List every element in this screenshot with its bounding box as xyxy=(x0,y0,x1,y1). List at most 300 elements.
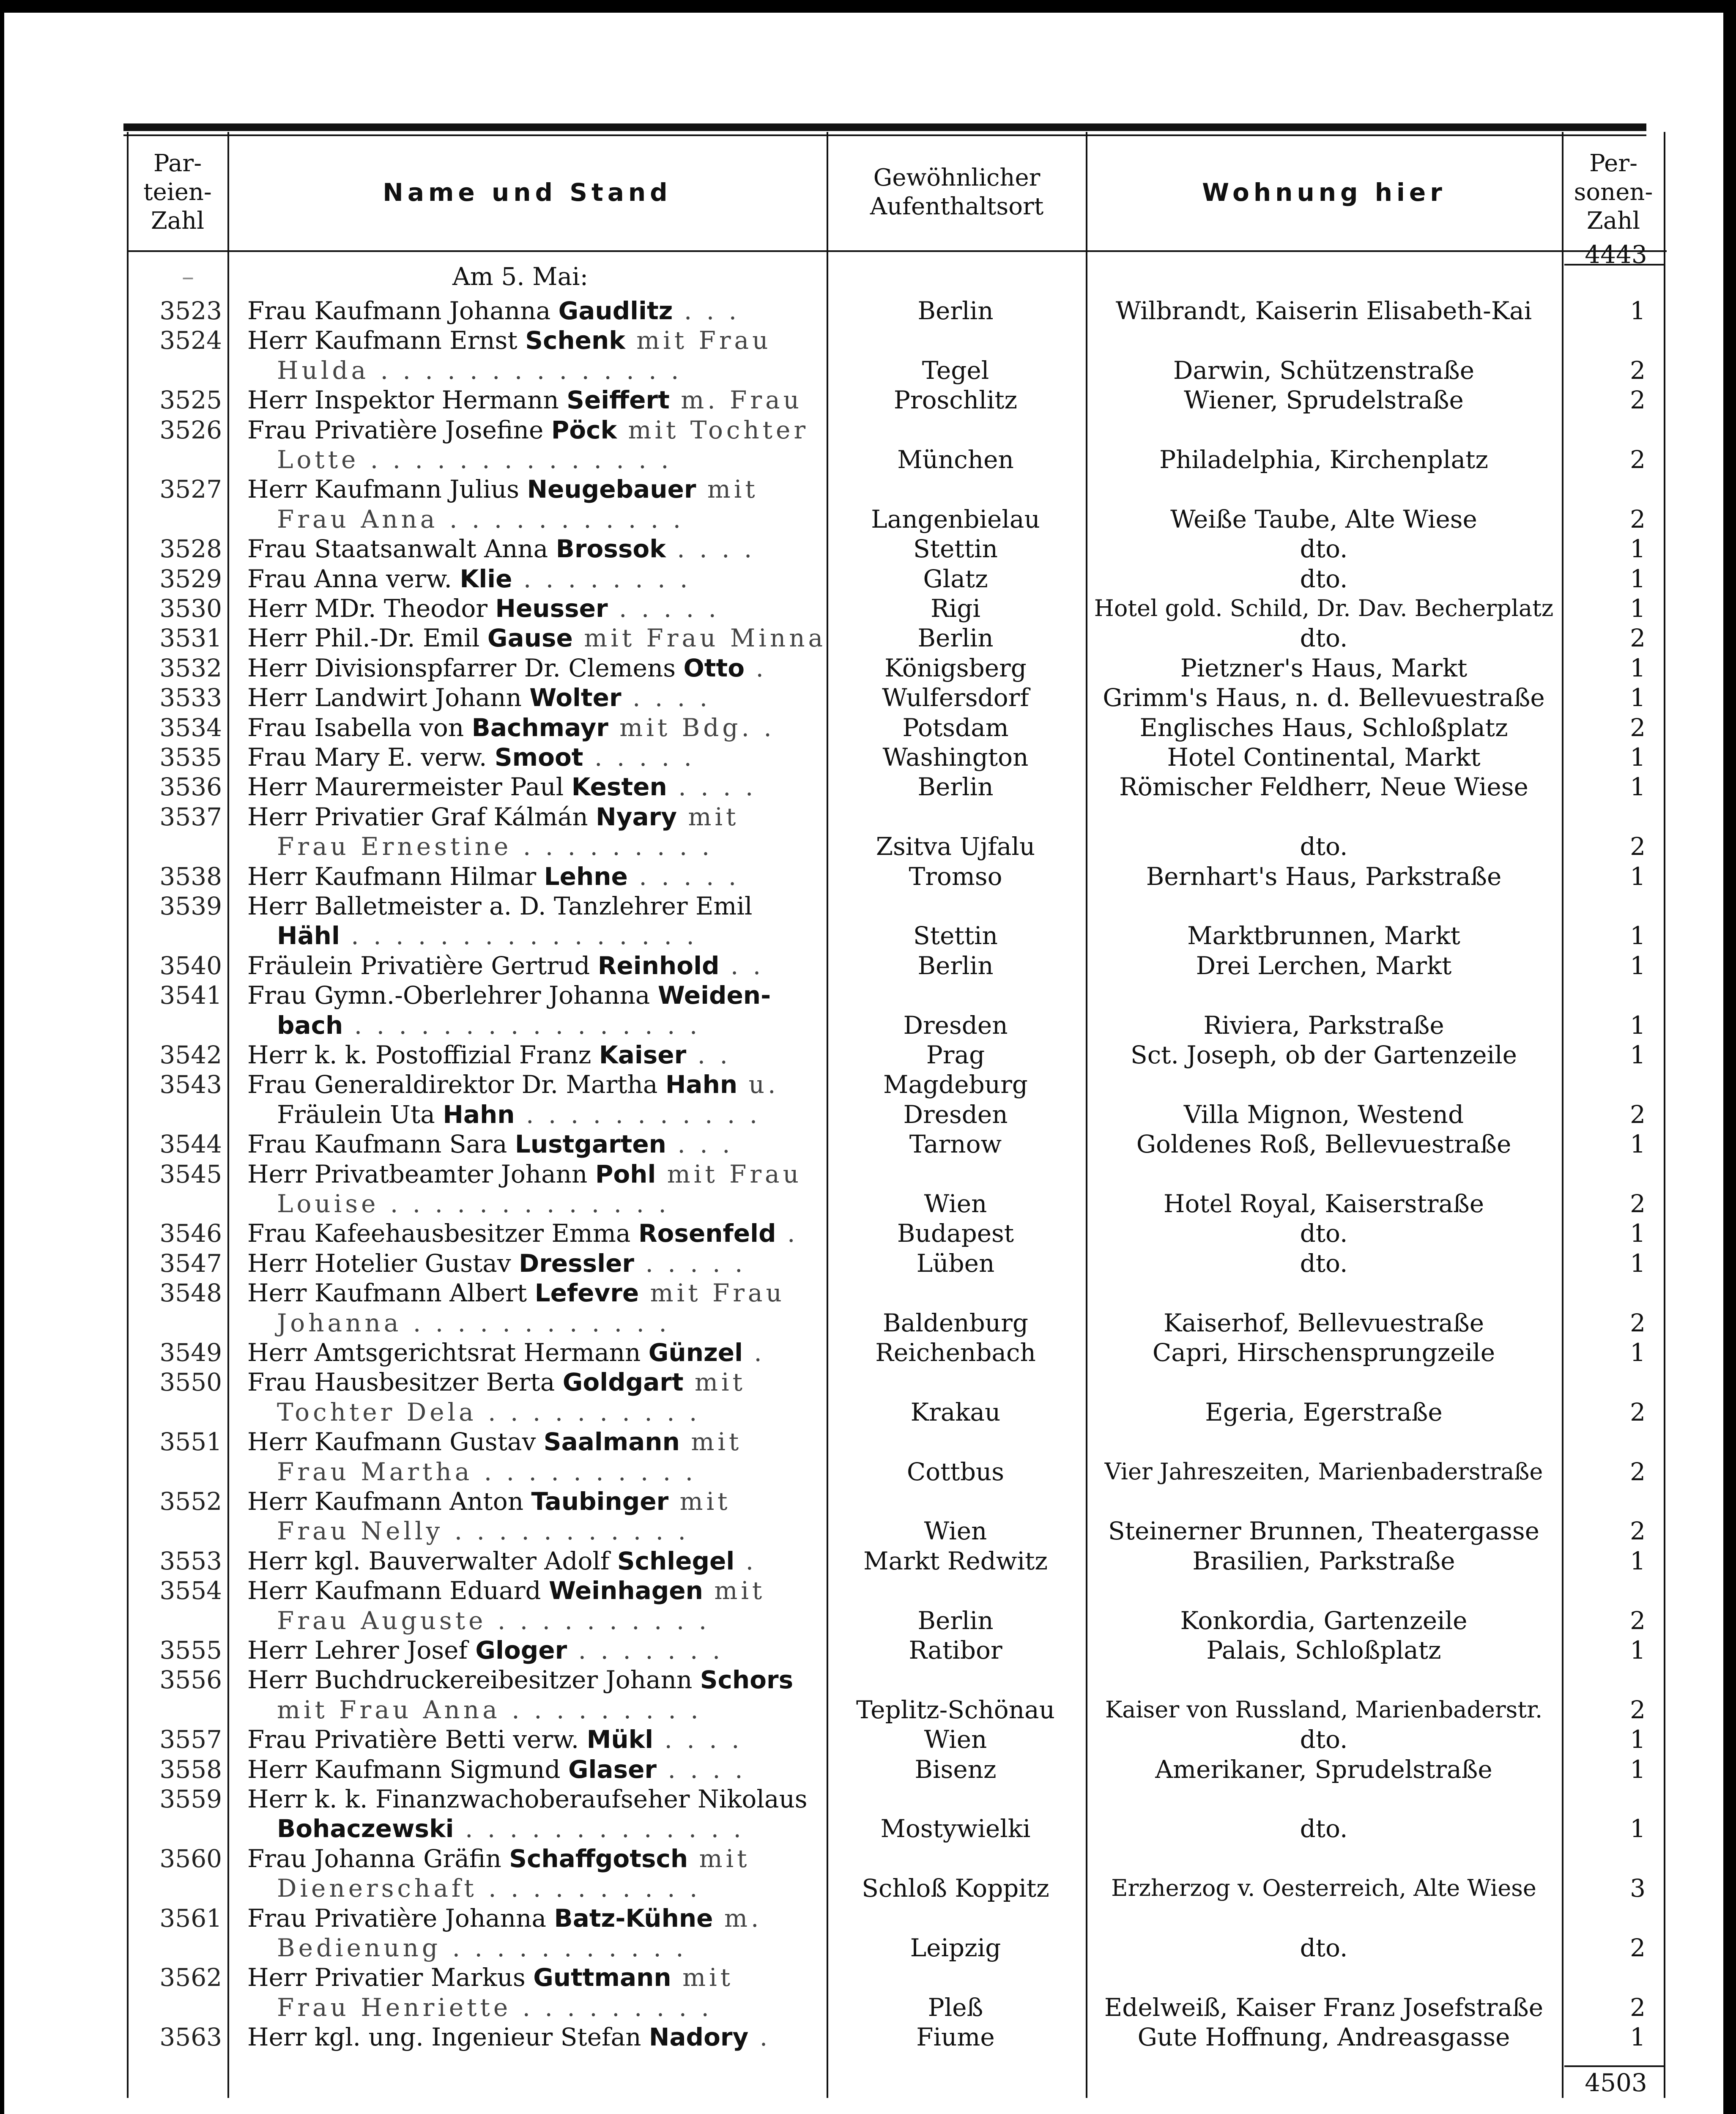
table-row-continuation xyxy=(0,1516,1736,1546)
table-row xyxy=(0,1070,1736,1099)
table-row xyxy=(0,713,1736,742)
surname: Bohaczewski xyxy=(277,1814,454,1843)
person-count: 1 xyxy=(1630,683,1646,712)
name-prefix: Frau Mary E. verw. xyxy=(247,743,495,772)
party-number: 3523 xyxy=(159,296,222,325)
table-row-continuation xyxy=(0,1873,1736,1903)
local-address: dto. xyxy=(1300,534,1348,564)
usual-residence: Stettin xyxy=(913,534,998,564)
usual-residence: Mostywielki xyxy=(880,1814,1031,1843)
local-address: Riviera, Parkstraße xyxy=(1203,1010,1444,1040)
name-prefix: Herr Amtsgerichtsrat Hermann xyxy=(247,1338,649,1367)
person-count: 2 xyxy=(1630,1695,1646,1724)
name-and-status xyxy=(247,951,814,980)
name-and-status xyxy=(247,2022,814,2052)
name-continuation-text: Dienerschaft . . . . . . . . . . xyxy=(277,1874,701,1903)
name-continuation xyxy=(277,1933,843,1963)
local-address: Erzherzog v. Oesterreich, Alte Wiese xyxy=(1111,1875,1536,1902)
local-address: Kaiserhof, Bellevuestraße xyxy=(1163,1308,1484,1337)
name-suffix: mit xyxy=(671,1963,734,1992)
party-number: 3555 xyxy=(159,1636,222,1665)
table-row-continuation xyxy=(0,921,1736,950)
name-continuation xyxy=(277,921,843,950)
name-and-status xyxy=(247,1665,814,1695)
party-number: 3538 xyxy=(159,862,222,891)
name-suffix: mit xyxy=(668,1487,731,1516)
table-row xyxy=(0,742,1736,772)
name-and-status xyxy=(247,564,814,594)
name-prefix: Herr Phil.-Dr. Emil xyxy=(247,624,487,653)
name-and-status xyxy=(247,1576,814,1605)
name-continuation-text: Tochter Dela . . . . . . . . . . xyxy=(277,1397,701,1427)
surname: Rosenfeld xyxy=(638,1219,776,1248)
party-number: 3551 xyxy=(159,1427,222,1457)
name-prefix: Frau Isabella von xyxy=(247,713,472,742)
usual-residence: Baldenburg xyxy=(883,1308,1028,1337)
usual-residence: Potsdam xyxy=(902,713,1009,742)
surname: Lehne xyxy=(544,862,628,891)
table-row xyxy=(0,1278,1736,1308)
table-top-rule xyxy=(123,123,1646,131)
local-address: dto. xyxy=(1300,1725,1348,1754)
person-count: 1 xyxy=(1630,1338,1646,1367)
name-and-status xyxy=(247,1040,814,1070)
table-row-continuation xyxy=(0,356,1736,385)
name-and-status xyxy=(247,1844,814,1873)
party-number: 3550 xyxy=(159,1368,222,1397)
surname: Mükl xyxy=(586,1725,654,1754)
party-number: 3548 xyxy=(159,1279,222,1308)
surname: Weiden- xyxy=(657,981,771,1010)
person-count: 1 xyxy=(1630,1010,1646,1040)
name-and-status xyxy=(247,1903,814,1933)
name-continuation xyxy=(277,1873,843,1903)
table-row xyxy=(0,1129,1736,1159)
person-count: 2 xyxy=(1630,1189,1646,1218)
local-address: Konkordia, Gartenzeile xyxy=(1180,1606,1468,1635)
name-suffix: . . . . xyxy=(621,683,711,712)
name-continuation xyxy=(277,1308,843,1338)
usual-residence: Krakau xyxy=(910,1397,1001,1427)
usual-residence: Stettin xyxy=(913,921,998,950)
name-continuation-text: Frau Martha . . . . . . . . . . xyxy=(277,1457,697,1486)
name-suffix: mit Tochter xyxy=(617,415,809,444)
person-count: 1 xyxy=(1630,564,1646,593)
name-prefix: Frau Kaufmann Sara xyxy=(247,1130,515,1159)
usual-residence: Glatz xyxy=(923,564,988,593)
local-address: Römischer Feldherr, Neue Wiese xyxy=(1119,772,1528,802)
local-address: Marktbrunnen, Markt xyxy=(1187,921,1460,950)
name-and-status xyxy=(247,1278,814,1308)
party-number: 3561 xyxy=(159,1903,222,1933)
name-and-status xyxy=(277,1100,843,1129)
header-party-number: Par- teien- Zahl xyxy=(143,150,212,235)
usual-residence: Tegel xyxy=(922,356,989,385)
person-count: 1 xyxy=(1630,1755,1646,1784)
name-continuation-text: Frau Anna . . . . . . . . . . . xyxy=(277,504,685,534)
name-suffix: mit xyxy=(679,1427,742,1457)
name-suffix: . . . . xyxy=(657,1755,746,1784)
name-continuation-text: Frau Henriette . . . . . . . . . xyxy=(277,1993,712,2022)
usual-residence: Teplitz-Schönau xyxy=(856,1695,1055,1724)
table-row-continuation xyxy=(0,1010,1736,1040)
header-bottom-rule xyxy=(128,250,1667,252)
person-count: 1 xyxy=(1630,1636,1646,1665)
person-count: 1 xyxy=(1630,2023,1646,2052)
party-number: 3554 xyxy=(159,1576,222,1605)
name-and-status xyxy=(247,415,814,445)
person-count: 1 xyxy=(1630,1041,1646,1069)
local-address: Grimm's Haus, n. d. Bellevuestraße xyxy=(1103,683,1545,712)
table-row xyxy=(0,683,1736,712)
name-and-status xyxy=(247,1338,814,1367)
usual-residence: Tarnow xyxy=(909,1130,1002,1159)
surname: Seiffert xyxy=(567,386,670,415)
party-number: 3543 xyxy=(159,1070,222,1099)
name-continuation xyxy=(277,1010,843,1040)
local-address: Edelweiß, Kaiser Franz Josefstraße xyxy=(1104,1993,1544,2022)
surname: Lefevre xyxy=(534,1279,639,1308)
table-row xyxy=(0,474,1736,504)
name-continuation xyxy=(277,1993,843,2022)
party-number: 3556 xyxy=(159,1665,222,1695)
name-suffix: . . . . . . . . . . . xyxy=(515,1100,761,1129)
name-continuation xyxy=(277,1516,843,1546)
table-row xyxy=(0,891,1736,921)
name-prefix: Fräulein Privatière Gertrud xyxy=(247,951,598,980)
surname: Bachmayr xyxy=(471,713,608,742)
usual-residence: Berlin xyxy=(917,772,994,802)
name-suffix: . . . . . xyxy=(583,743,695,772)
table-row-continuation xyxy=(0,832,1736,861)
name-prefix: Herr Kaufmann Hilmar xyxy=(247,862,544,891)
table-row xyxy=(0,1844,1736,1873)
party-number: 3537 xyxy=(159,802,222,831)
surname: Hahn xyxy=(443,1100,515,1129)
table-row xyxy=(0,1725,1736,1754)
name-and-status xyxy=(247,1963,814,1992)
party-number: 3531 xyxy=(159,624,222,653)
table-row xyxy=(0,1755,1736,1784)
name-prefix: Frau Kaufmann Johanna xyxy=(247,296,559,325)
name-and-status xyxy=(247,862,814,891)
local-address: Goldenes Roß, Bellevuestraße xyxy=(1136,1130,1511,1159)
person-count: 2 xyxy=(1630,1457,1646,1486)
surname: Schlegel xyxy=(617,1546,735,1575)
surname: Gaudlitz xyxy=(558,296,673,325)
table-row xyxy=(0,1635,1736,1665)
usual-residence: Dresden xyxy=(903,1010,1008,1040)
name-suffix: m. xyxy=(713,1903,762,1933)
name-prefix: Frau Johanna Gräfin xyxy=(247,1844,509,1873)
header-usual-residence: Gewöhnlicher Aufenthaltsort xyxy=(870,164,1044,220)
name-and-status xyxy=(247,474,814,504)
name-prefix: Frau Privatière Betti verw. xyxy=(247,1725,587,1754)
party-number: 3536 xyxy=(159,772,222,802)
person-count: 2 xyxy=(1630,1993,1646,2022)
party-number: 3534 xyxy=(159,713,222,742)
surname: Weinhagen xyxy=(548,1576,703,1605)
name-suffix: mit Frau xyxy=(656,1159,802,1188)
table-row-continuation xyxy=(0,1993,1736,2022)
table-row xyxy=(0,1219,1736,1248)
person-count: 2 xyxy=(1630,624,1646,653)
surname: Goldgart xyxy=(562,1368,684,1397)
table-row xyxy=(0,1487,1736,1516)
name-suffix: . . . . . . . . xyxy=(512,564,691,593)
party-number: 3560 xyxy=(159,1844,222,1873)
party-number: 3559 xyxy=(159,1785,222,1813)
table-row xyxy=(0,1338,1736,1367)
name-prefix: Frau Anna verw. xyxy=(247,564,460,593)
usual-residence: Berlin xyxy=(917,951,994,980)
person-count: 1 xyxy=(1630,1546,1646,1575)
name-prefix: Herr Privatbeamter Johann xyxy=(247,1159,595,1188)
name-prefix: Herr Divisionspfarrer Dr. Clemens xyxy=(247,653,684,682)
name-and-status xyxy=(247,772,814,802)
usual-residence: Markt Redwitz xyxy=(863,1546,1048,1575)
party-number: 3542 xyxy=(159,1041,222,1069)
party-number: 3525 xyxy=(159,386,222,415)
name-and-status xyxy=(247,594,814,623)
name-and-status xyxy=(247,1070,814,1099)
name-suffix: . . . . . . . xyxy=(567,1636,724,1665)
person-count: 2 xyxy=(1630,1933,1646,1962)
name-prefix: Frau Kafeehausbesitzer Emma xyxy=(247,1219,638,1248)
usual-residence: Berlin xyxy=(917,296,994,325)
header-person-count: Per- sonen- Zahl xyxy=(1574,150,1653,235)
person-count: 1 xyxy=(1630,1130,1646,1159)
name-and-status xyxy=(247,1725,814,1754)
local-address: dto. xyxy=(1300,624,1348,653)
name-and-status xyxy=(247,623,827,653)
local-address: Wilbrandt, Kaiserin Elisabeth-Kai xyxy=(1115,296,1532,325)
surname: Reinhold xyxy=(597,951,720,980)
party-number: 3530 xyxy=(159,594,222,623)
surname: Taubinger xyxy=(531,1487,669,1516)
person-count: 1 xyxy=(1630,534,1646,564)
party-number: 3552 xyxy=(159,1487,222,1516)
usual-residence: Langenbielau xyxy=(871,504,1040,534)
surname: Neugebauer xyxy=(527,475,696,504)
local-address: dto. xyxy=(1300,1814,1348,1843)
usual-residence: Fiume xyxy=(916,2023,995,2052)
name-prefix: Frau Gymn.-Oberlehrer Johanna xyxy=(247,981,658,1010)
person-count: 2 xyxy=(1630,832,1646,861)
name-suffix: . . . . xyxy=(653,1725,743,1754)
name-continuation xyxy=(277,832,843,861)
local-address: Steinerner Brunnen, Theatergasse xyxy=(1108,1517,1539,1546)
usual-residence: Proschlitz xyxy=(893,386,1018,415)
table-row xyxy=(0,2022,1736,2052)
table-row xyxy=(0,296,1736,326)
table-row xyxy=(0,594,1736,623)
name-continuation-text: . . . . . . . . . . . . . xyxy=(454,1814,745,1843)
name-prefix: Herr k. k. Finanzwachoberaufseher Nikolaus xyxy=(247,1785,808,1813)
party-number: 3562 xyxy=(159,1963,222,1992)
table-row-continuation xyxy=(0,1814,1736,1843)
name-suffix: mit Bdg. . xyxy=(608,713,775,742)
person-count: 1 xyxy=(1630,862,1646,891)
name-suffix: mit xyxy=(696,475,758,504)
name-prefix: Herr Kaufmann Eduard xyxy=(247,1576,549,1605)
surname: Gloger xyxy=(475,1636,567,1665)
usual-residence: Wien xyxy=(924,1189,987,1218)
person-count: 1 xyxy=(1630,921,1646,950)
local-address: Bernhart's Haus, Parkstraße xyxy=(1146,862,1502,891)
table-row xyxy=(0,980,1736,1010)
name-continuation xyxy=(277,1189,843,1219)
surname: Otto xyxy=(683,653,745,682)
usual-residence: München xyxy=(897,445,1014,474)
header-local-address: Wohnung hier xyxy=(1202,178,1446,207)
table-row xyxy=(0,1665,1736,1695)
name-suffix: . . . . xyxy=(665,534,756,564)
table-row xyxy=(0,862,1736,891)
usual-residence: Rigi xyxy=(931,594,980,623)
surname: Dressler xyxy=(519,1249,635,1278)
surname: Batz-Kühne xyxy=(554,1903,713,1933)
name-prefix: Herr Kaufmann Ernst xyxy=(247,326,526,355)
party-number: 3541 xyxy=(159,981,222,1010)
person-count: 1 xyxy=(1630,951,1646,980)
usual-residence: Reichenbach xyxy=(875,1338,1036,1367)
name-continuation-text: Hulda . . . . . . . . . . . . . . xyxy=(277,356,682,385)
table-row-continuation xyxy=(0,1606,1736,1635)
surname: Schaffgotsch xyxy=(509,1844,688,1873)
name-continuation xyxy=(277,445,843,474)
table-row xyxy=(0,1159,1736,1189)
name-continuation xyxy=(277,1606,843,1635)
table-row-continuation xyxy=(0,1397,1736,1427)
name-and-status xyxy=(247,891,814,921)
person-count: 2 xyxy=(1630,356,1646,385)
local-address: Vier Jahreszeiten, Marienbaderstraße xyxy=(1104,1458,1543,1485)
name-prefix: Herr Kaufmann Gustav xyxy=(247,1427,544,1457)
name-suffix: mit Frau Minna xyxy=(572,624,827,653)
name-prefix: Frau Staatsanwalt Anna xyxy=(247,534,556,564)
surname: Kesten xyxy=(571,772,667,802)
surname: Kaiser xyxy=(599,1041,687,1069)
person-count: 1 xyxy=(1630,743,1646,772)
name-prefix: Herr Privatier Markus xyxy=(247,1963,534,1992)
party-number: 3533 xyxy=(159,683,222,712)
person-count: 3 xyxy=(1630,1874,1646,1903)
usual-residence: Zsitva Ujfalu xyxy=(876,832,1035,861)
name-and-status xyxy=(247,1427,814,1457)
table-row xyxy=(0,1576,1736,1605)
page-total: 4503 xyxy=(1585,2068,1647,2097)
person-count: 2 xyxy=(1630,445,1646,474)
table-row-continuation xyxy=(0,1189,1736,1219)
name-prefix: Herr Lehrer Josef xyxy=(247,1636,476,1665)
name-prefix: Herr Balletmeister a. D. Tanzlehrer Emil xyxy=(247,892,753,920)
person-count: 2 xyxy=(1630,1517,1646,1546)
name-and-status xyxy=(247,296,814,326)
name-prefix: Herr Maurermeister Paul xyxy=(247,772,572,802)
person-count: 1 xyxy=(1630,653,1646,682)
party-number: 3545 xyxy=(159,1159,222,1188)
surname: Glaser xyxy=(568,1755,657,1784)
name-suffix: mit xyxy=(703,1576,766,1605)
usual-residence: Budapest xyxy=(897,1219,1014,1248)
name-and-status xyxy=(247,1219,814,1248)
surname: Smoot xyxy=(494,743,583,772)
table-row xyxy=(0,326,1736,355)
usual-residence: Dresden xyxy=(903,1100,1008,1129)
name-suffix: . . . . xyxy=(667,772,757,802)
name-continuation-text: Frau Auguste . . . . . . . . . . xyxy=(277,1606,710,1635)
usual-residence: Wien xyxy=(924,1725,987,1754)
name-continuation xyxy=(277,1695,843,1725)
party-number: 3529 xyxy=(159,564,222,593)
local-address: Villa Mignon, Westend xyxy=(1183,1100,1464,1129)
party-number: 3558 xyxy=(159,1755,222,1784)
table-row xyxy=(0,564,1736,594)
party-number: 3547 xyxy=(159,1249,222,1278)
party-number: 3557 xyxy=(159,1725,222,1754)
name-continuation-text: mit Frau Anna . . . . . . . . . xyxy=(277,1695,702,1724)
party-number: 3553 xyxy=(159,1546,222,1575)
surname: Pohl xyxy=(595,1159,656,1188)
name-continuation xyxy=(277,1397,843,1427)
usual-residence: Ratibor xyxy=(909,1636,1002,1665)
party-number: 3535 xyxy=(159,743,222,772)
name-suffix: . . xyxy=(719,951,764,980)
name-continuation-text: Lotte . . . . . . . . . . . . . . xyxy=(277,445,672,474)
usual-residence: Schloß Koppitz xyxy=(862,1874,1049,1903)
local-address: Hotel gold. Schild, Dr. Dav. Becherplatz xyxy=(1094,595,1554,622)
name-suffix: mit xyxy=(688,1844,750,1873)
name-prefix: Herr Hotelier Gustav xyxy=(247,1249,519,1278)
name-suffix: mit Frau xyxy=(625,326,772,355)
surname: Wolter xyxy=(529,683,622,712)
name-and-status xyxy=(247,1755,814,1784)
person-count: 2 xyxy=(1630,386,1646,415)
table-row xyxy=(0,415,1736,445)
person-count: 1 xyxy=(1630,1249,1646,1278)
name-continuation xyxy=(277,356,843,385)
name-and-status xyxy=(247,1784,814,1814)
name-prefix: Herr Kaufmann Julius xyxy=(247,475,527,504)
name-suffix: . xyxy=(776,1219,799,1248)
name-suffix: mit xyxy=(677,802,739,831)
usual-residence: Cottbus xyxy=(906,1457,1005,1486)
surname: bach xyxy=(277,1010,343,1040)
surname: Hähl xyxy=(277,921,340,950)
usual-residence: Washington xyxy=(882,743,1029,772)
name-prefix: Herr k. k. Postoffizial Franz xyxy=(247,1041,599,1069)
person-count: 1 xyxy=(1630,1219,1646,1248)
table-row xyxy=(0,653,1736,683)
table-row xyxy=(0,385,1736,415)
table-row xyxy=(0,951,1736,980)
usual-residence: Berlin xyxy=(917,1606,994,1635)
usual-residence: Berlin xyxy=(917,624,994,653)
usual-residence: Wulfersdorf xyxy=(882,683,1029,712)
surname: Guttmann xyxy=(533,1963,671,1992)
table-row xyxy=(0,1367,1736,1397)
table-row xyxy=(0,1963,1736,1992)
surname: Klie xyxy=(460,564,512,593)
name-suffix: . . . . . xyxy=(608,594,720,623)
name-and-status xyxy=(247,713,814,742)
surname: Saalmann xyxy=(543,1427,680,1457)
table-row xyxy=(0,1427,1736,1457)
name-prefix: Herr Inspektor Hermann xyxy=(247,386,567,415)
usual-residence: Magdeburg xyxy=(883,1070,1028,1099)
local-address: Egeria, Egerstraße xyxy=(1205,1397,1443,1427)
